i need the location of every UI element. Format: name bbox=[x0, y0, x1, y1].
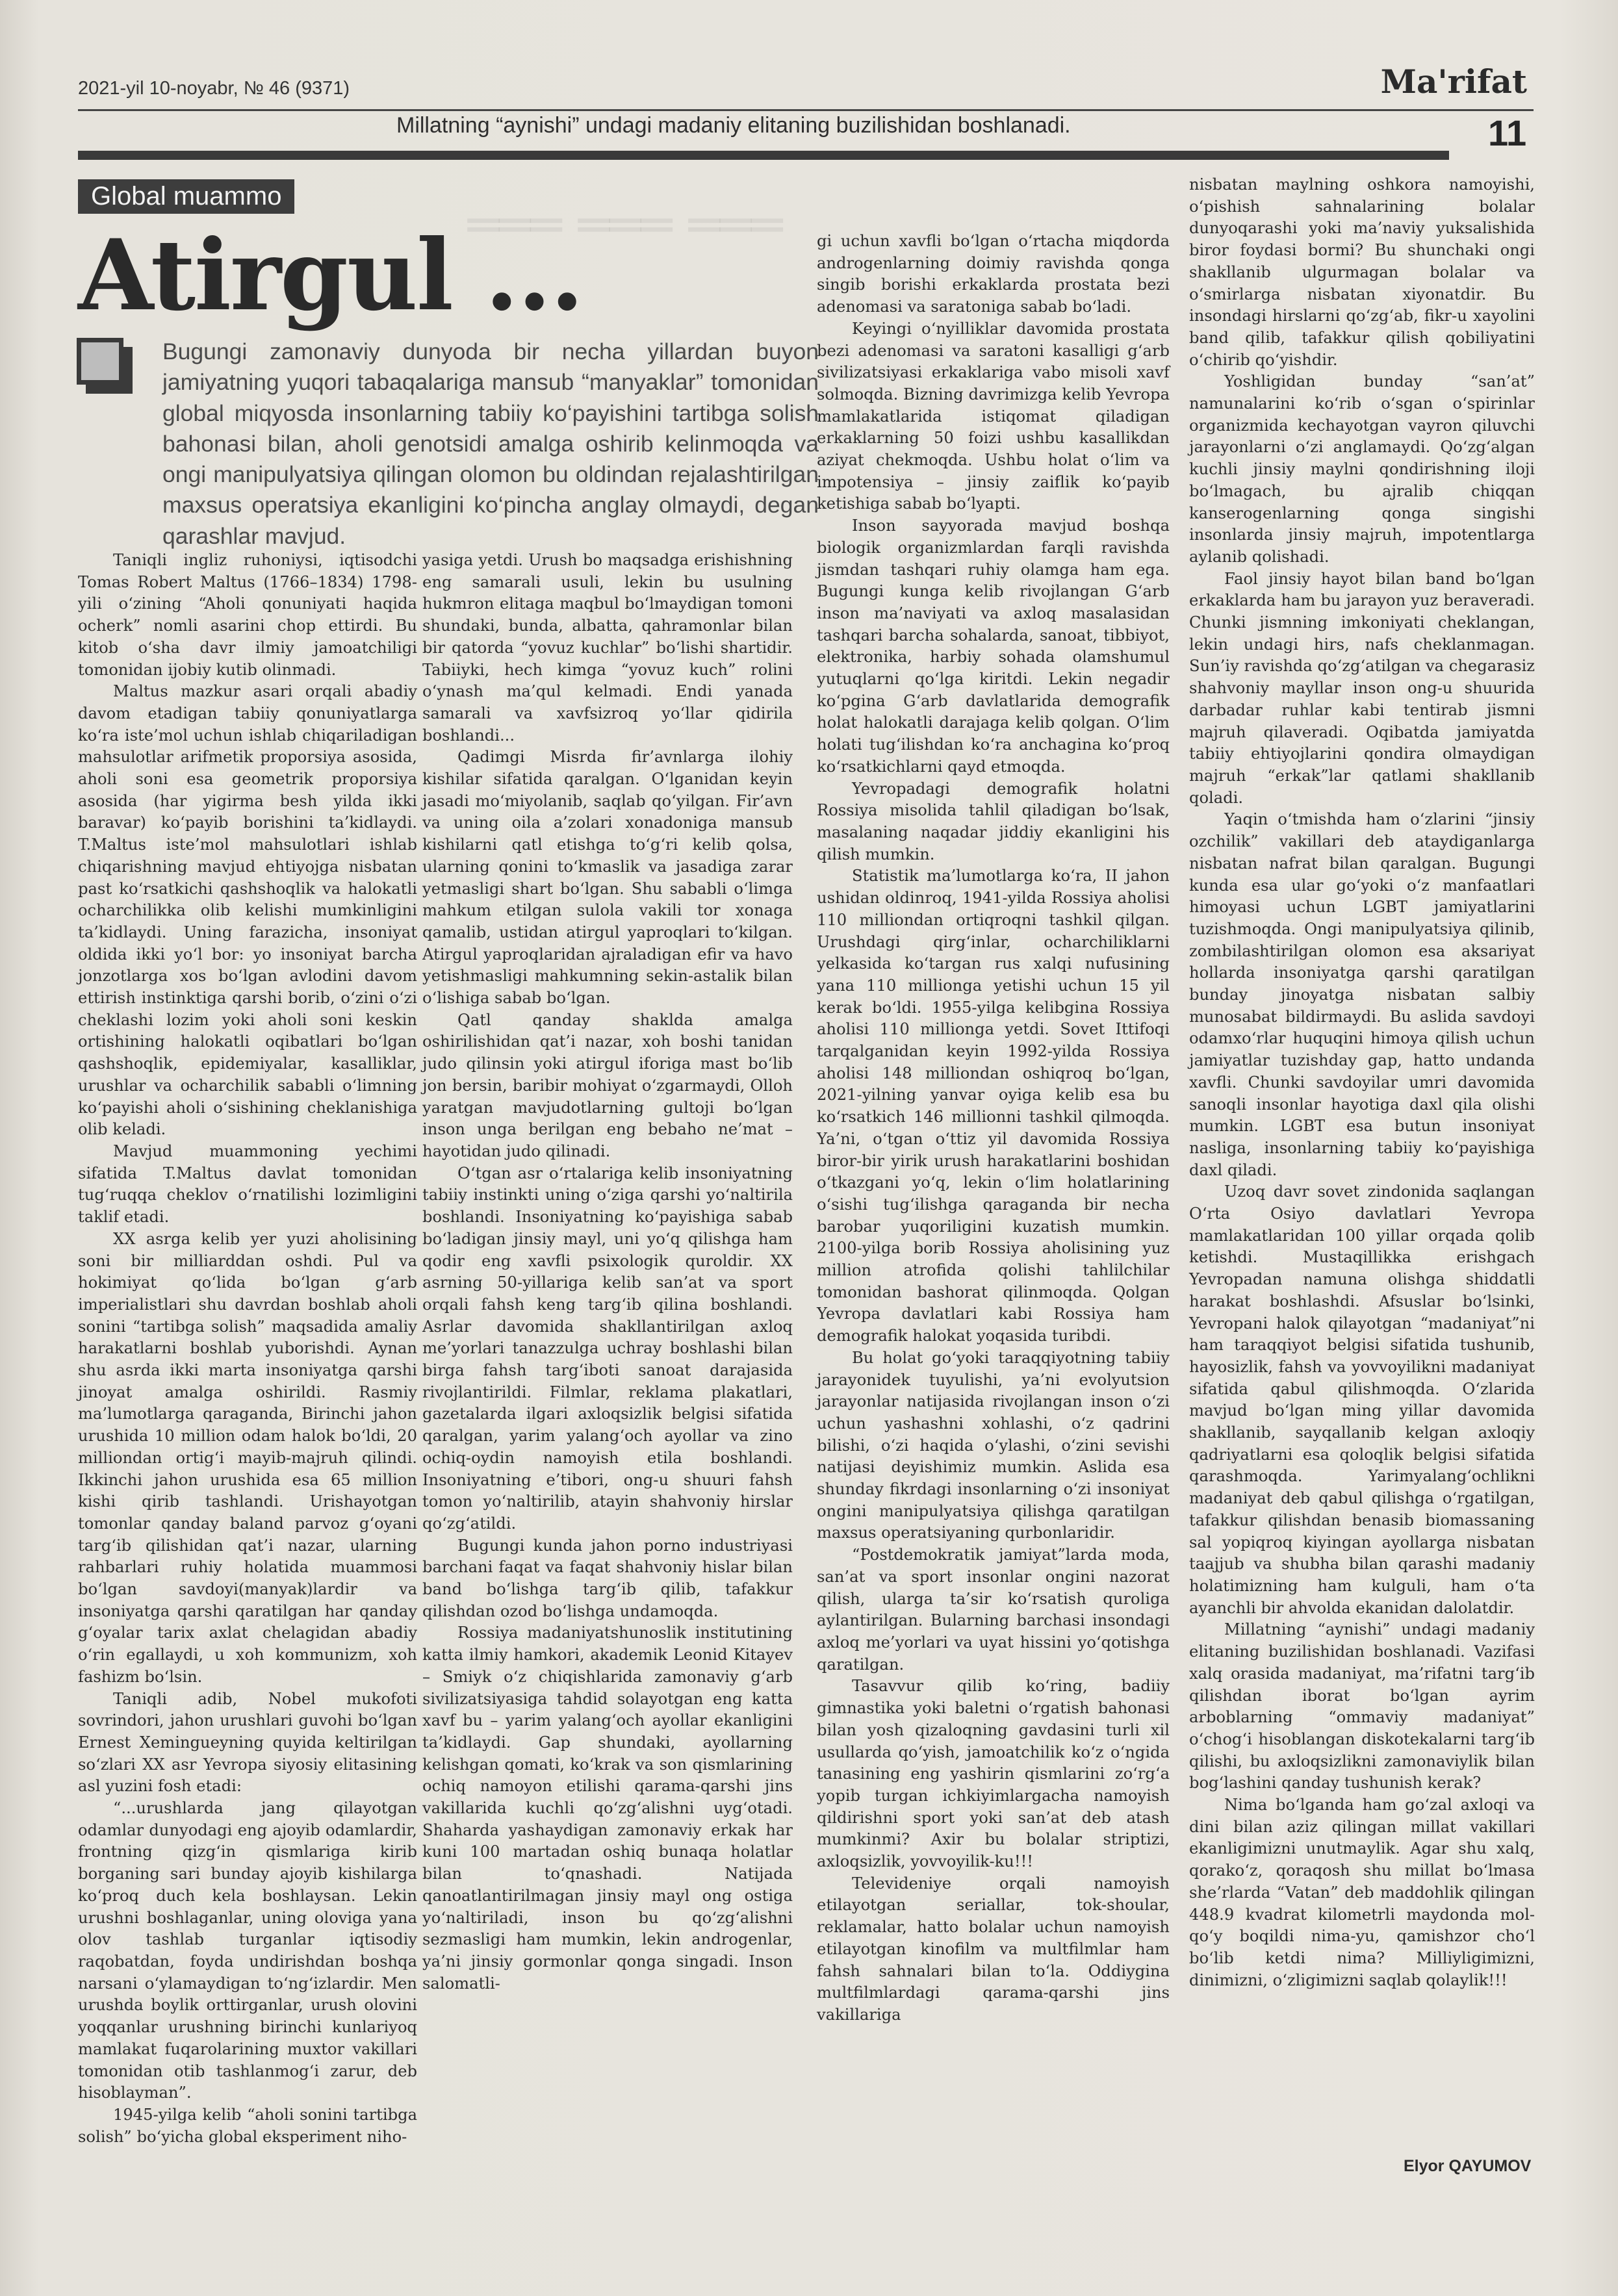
paragraph: Qatl qanday shaklda amalga oshirilishidan qat’i nazar, xoh boshi tanidan judo qilinsin yoki atirgul iforiga mast bo‘lib jon bersin, baribir mohiyat o‘zgarmaydi, Olloh yaratgan mavjudotlarning gultoji bo‘lgan inson unga berilgan eng bebaho ne’mat – hayotidan judo qilinadi. bbox=[422, 1010, 793, 1160]
paragraph: “Postdemokratik jamiyat”larda moda, san’at va sport insonlar ongini nazorat qilish, ularga ta’sir ko‘rsatish quroliga aylantirilgan. Bularning barchasi insondagi axloq me’yorlari va uyat hissini yo‘qotishga qaratilgan. bbox=[817, 1546, 1170, 1674]
article-title: Atirgul ... bbox=[78, 218, 583, 333]
paragraph: Rossiya madaniyatshunoslik institutining katta ilmiy hamkori, akademik Leonid Kitayev – Smiyk o‘z chiqishlarida zamonaviy g‘arb sivilizatsiyasiga tahdid solayotgan eng katta xavf bu – yarim yalang‘och ayollar ekanligini ta’kidlaydi. Gap shundaki, ayollarning kelishgan qomati, ko‘krak va son qismlarining ochiq namoyon etilishi qarama-qarshi jins vakillarida kuchli qo‘zg‘alishni uyg‘otadi. Shaharda yashaydigan zamonaviy erkak har kuni 100 martadan oshiq bunaqa holatlar bilan to‘qnashadi. Natijada qanoatlantirilmagan jinsiy mayl ong ostiga yo‘naltiriladi, inson bu qo‘zg‘alishni sezmasligi ham mumkin, lekin androgenlar, ya’ni jinsiy gormonlar qonga singadi. Inson salomatli- bbox=[422, 1624, 793, 1993]
page-number: 11 bbox=[1488, 112, 1527, 153]
paragraph: 1945-yilga kelib “aholi sonini tartibga solish” bo‘yicha global eksperiment niho- bbox=[78, 2105, 417, 2146]
paragraph: Taniqli ingliz ruhoniysi, iqtisodchi Tomas Robert Maltus (1766–1834) 1798-yili o‘zining “Aholi qonuniyati haqida ocherk” nomli asarini chop ettirdi. Bu kitob o‘sha davr ilmiy jamoatchiligi tomonidan ijobiy kutib olinmadi. bbox=[78, 551, 417, 679]
article-lead: Bugungi zamonaviy dunyoda bir necha yillardan buyon jamiyatning yuqori tabaqalariga mansub “manyaklar” tomonidan global miqyosda insonlarning tabiiy ko‘payishini tartibga solish bahonasi bilan, aholi genotsidi amalga oshirib kelinmoqda va ongi manipulyatsiya qilingan olomon bu oldindan rejalashtirilgan maxsus operatsiya ekanligini ko‘pincha anglay olmaydi, degan qarashlar mavjud. bbox=[162, 338, 819, 549]
paragraph: Millatning “aynishi” undagi madaniy elitaning buzilishidan boshlanadi. Vazifasi xalq orasida madaniyat, ma’rifatni targ‘ib qilishdan iborat bo‘lgan ayrim arboblarning “ommaviy madaniyat” o‘chog‘i hisoblangan diskotekalarni targ‘ib qilishi, bu axloqsizlikni zamonaviylik bilan bog‘lashini qanday tushunish kerak? bbox=[1189, 1620, 1535, 1792]
show-through-print: ═══ ═══ ═══ bbox=[468, 195, 783, 255]
issue-date: 2021-yil 10-noyabr, № 46 (9371) bbox=[78, 78, 350, 99]
rubric-label: Global muammo bbox=[78, 179, 294, 214]
paragraph: yasiga yetdi. Urush bo maqsadga erishishning eng samarali usuli, lekin bu usulning hukmron elitaga maqbul bo‘lmaydigan tomoni shundaki, bunda, albatta, qahramonlar bilan bir qatorda “yovuz kuchlar” bo‘lishi shartidir. Tabiiyki, hech kimga “yovuz kuch” rolini o‘ynash ma’qul kelmadi. Endi yanada samarali va xavfsizroq yo‘llar qidirila boshlandi... bbox=[422, 551, 793, 745]
header-bar bbox=[78, 151, 1449, 160]
paragraph: O‘tgan asr o‘rtalariga kelib insoniyatning tabiiy instinkti uning o‘ziga qarshi yo‘naltirila boshlandi. Insoniyatning ko‘payishiga sabab bo‘ladigan jinsiy mayl, uni yo‘q qilishga ham qodir eng xavfli psixologik quroldir. XX asrning 50-yillariga kelib san’at va sport orqali fahsh keng targ‘ib qilina boshlandi. Asrlar davomida shakllantirilgan axloq me’yorlari tanazzulga uchray boshlashi bilan birga fahsh targ‘iboti sanoat darajasida rivojlantirildi. Filmlar, reklama plakatlari, gazetalarda ilgari axloqsizlik belgisi sifatida qaralgan, yarim yalang‘och ayollar va zino ochiq-oydin namoyish etila boshlandi. Insoniyatning e’tibori, ong-u shuuri fahsh tomon yo‘naltirilib, atayin shahvoniy hirslar qo‘zg‘atildi. bbox=[422, 1164, 793, 1533]
paragraph: Bu holat go‘yoki taraqqiyotning tabiiy jarayonidek tuyulishi, ya’ni evolyutsion jarayonlar natijasida rivojlangan inson o‘zi uchun yashashni xohlashi, o‘z qadrini bilishi, o‘zi haqida o‘ylashi, o‘zini sevishi natijasi deyishimiz mumkin. Aslida esa shunday fikrdagi insonlarning o‘zi insoniyat ongini manipulyatsiya qilishga qaratilgan maxsus operatsiyaning qurbonlaridir. bbox=[817, 1348, 1170, 1542]
paragraph: Nima bo‘lganda ham go‘zal axloqi va dini bilan aziz qilingan millat vakillari ekanligimizni unutmaylik. Agar shu xalq, qorako‘z, qoraqosh shu millat bo‘lmasa she’rlarda “Vatan” deb maddohlik qilingan 448.9 kvadrat kilometrli maydonda mol-qo‘y boqildi nima-yu, qamishzor cho‘l bo‘lib ketdi nima? Milliyligimizni, dinimizni, o‘zligimizni saqlab qolaylik!!! bbox=[1189, 1796, 1535, 1989]
paragraph: Statistik ma’lumotlarga ko‘ra, II jahon ushidan oldinroq, 1941-yilda Rossiya aholisi 110 milliondan ortiqroqni tashkil qilgan. Urushdagi qirg‘inlar, ocharchiliklarni yelkasida ko‘targan rus xalqi nufusining yana 110 millionga yetishi uchun 15 yil kerak bo‘ldi. 1955-yilga kelibgina Rossiya aholisi 110 millionga yetdi. Sovet Ittifoqi tarqalganidan keyin 1992-yilda Rossiya aholisi 148 milliondan oshiqroq bo‘lgan, 2021-yilning yanvar oyiga kelib esa bu ko‘rsatkich 146 millionni tashkil qilmoqda. Ya’ni, o‘tgan o‘ttiz yil davomida Rossiya biror-bir yirik urush harakatlarini boshidan o‘tkazgani yo‘q, lekin o‘lim holatlarining o‘sishi tug‘ilishga qaraganda bir necha barobar yuqoriligini kuzatish mumkin. 2100-yilga borib Rossiya aholisining yuz million atrofida qolishi tahlilchilar tomonidan bashorat qilinmoqda. Qolgan Yevropa davlatlari kabi Rossiya ham demografik halokat yoqasida turibdi. bbox=[817, 867, 1170, 1346]
paragraph: XX asrga kelib yer yuzi aholisining soni bir milliarddan oshdi. Pul va hokimiyat qo‘lida bo‘lgan g‘arb imperialistlari shu davrdan boshlab aholi sonini “tartibga solish” maqsadida amaliy harakatlarni boshlab yuborishdi. Aynan shu asrda ikki marta insoniyatga qarshi jinoyat amalga oshirildi. Rasmiy ma’lumotlarga qaraganda, Birinchi jahon urushida 10 million odam halok bo‘ldi, 20 milliondan ortig‘i mayib-majruh qilindi. Ikkinchi jahon urushida esa 65 million kishi qirib tashlandi. Urishayotgan tomonlar qanday baland parvoz g‘oyani targ‘ib qilishidan qat’i nazar, ularning rahbarlari ruhiy holatida muammosi bo‘lgan savdoyi(manyak)lardir va insoniyatga qarshi qaratilgan har qanday g‘oyalar tarix axlat chelagidan abadiy o‘rin egallaydi, u xoh kommunizm, xoh fashizm bo‘lsin. bbox=[78, 1229, 417, 1686]
article-column-1 bbox=[78, 550, 417, 2148]
paragraph: Uzoq davr sovet zindonida saqlangan O‘rta Osiyo davlatlari Yevropa mamlakatlaridan 100 yillar orqada qolib ketishdi. Mustaqillikka erishgach Yevropadan namuna olishga shiddatli harakat boshlashdi. Afsuslar bo‘lsinki, Yevropani halok qilayotgan “madaniyat”ni ham taraqqiyot belgisi sifatida tushunib, hayosizlik, fahsh va yovvoyilikni madaniyat sifatida qabul qilishmoqda. O‘zlarida mavjud bo‘lgan ming yillar davomida shakllanib, sayqallanib kelgan axloqiy qadriyatlarni esa qoloqlik belgisi sifatida qarashmoqda. Yarimyalang‘ochlikni madaniyat deb qabul qilishga o‘rgatilgan, tafakkur qilishdan benasib biomassaning sal yopiqroq kiyingan ayollarga nisbatan taajjub va shubha bilan qarashi madaniy holatimizning ham kulguli, ham o‘ta ayanchli bir ahvolda ekanidan dalolatdir. bbox=[1189, 1182, 1535, 1617]
header-tagline: Millatning “aynishi” undagi madaniy elitaning buzilishidan boshlanadi. bbox=[396, 113, 1071, 138]
newspaper-logo: Ma'rifat bbox=[1380, 62, 1527, 101]
header-rule bbox=[78, 109, 1534, 111]
paragraph: Bugungi kunda jahon porno industriyasi barchani faqat va faqat shahvoniy hislar bilan band bo‘lishga targ‘ib qilib, tafakkur qilishdan ozod bo‘lishga undamoqda. bbox=[422, 1536, 793, 1620]
paragraph: nisbatan maylning oshkora namoyishi, o‘pishish sahnalarining bolalar dunyoqarashi yoki ma’naviy yuksalishida biror foydasi bormi? Bu shunchaki ongi shakllanib ulgurmagan bolalar va o‘smirlarga nisbatan xiyonatdir. Bu insondagi hirslarni qo‘zg‘ab, fikr-u xayolini band qilib, tafakkur qilish qobiliyatini o‘chirib qo‘yishdir. bbox=[1189, 175, 1535, 369]
paragraph: Yaqin o‘tmishda ham o‘zlarini “jinsiy ozchilik” vakillari deb ataydiganlarga nisbatan nafrat bilan qaralgan. Bugungi kunda esa ular go‘yoki o‘z manfaatlari himoyasi uchun LGBT jamiyatlarini tuzishmoqda. Ongi manipulyatsiya qilinib, zombilashtirilgan olomon esa aksariyat hollarda insoniyatga qarshi qaratilgan bunday jinoyatga nisbatan salbiy munosabat bildirmaydi. Bu aslida savdoyi odamxo‘rlar huquqini himoya qilish uchun jamiyatlar tuzishday gap, hatto undanda xavfli. Chunki savdoyilar umri davomida sanoqli insonlar hayotiga daxl qila olishi mumkin. LGBT esa butun insoniyat nasliga, insonlarning tabiiy ko‘payishiga daxl qiladi. bbox=[1189, 810, 1535, 1179]
paragraph: Inson sayyorada mavjud boshqa biologik organizmlardan farqli ravishda jismdan tashqari ruhiy olamga ham ega. Bugungi kunga kelib rivojlangan G‘arb inson ma’naviyati va axloq masalasidan tashqari barcha sohalarda, sanoat, tibbiyot, elektronika, harbiy sohada olamshumul yutuqlarni qo‘lga kiritdi. Lekin negadir ko‘pgina G‘arb davlatlarida demografik holat halokatli darajaga kelib qolgan. O‘lim holati tug‘ilishdan ko‘ra anchagina ko‘proq ko‘rsatkichlarni qayd etmoqda. bbox=[817, 517, 1170, 776]
article-column-4 bbox=[1189, 174, 1535, 1991]
paragraph: Tasavvur qilib ko‘ring, badiiy gimnastika yoki baletni o‘rgatish bahonasi bilan yosh qizaloqning gavdasini turli xil usullarda qo‘yish, jamoatchilik ko‘z o‘ngida tanasining eng yashirin qismlarini zo‘rg‘a yopib turgan ichkiyimlargacha namoyish qildirishni sport yoki san’at deb atash mumkinmi? Axir bu bolalar striptizi, axloqsizlik, yovvoyilik-ku!!! bbox=[817, 1677, 1170, 1871]
paragraph: Qadimgi Misrda fir’avnlarga ilohiy kishilar sifatida qaralgan. O‘lganidan keyin jasadi mo‘miyolanib, saqlab qo‘yilgan. Fir’avn va uning oila a’zolari xonadoniga mansub kishilarni qatl etishga to‘g‘ri kelib qolsa, ularning qonini to‘kmaslik va jasadiga zarar yetmasligi shart bo‘lgan. Shu sababli o‘limga mahkum etilgan sulola vakili tor xonaga qamalib, ustidan atirgul yaproqlari to‘kilgan. Atirgul yaproqlaridan ajraladigan efir va havo yetishmasligi mahkumning sekin-astalik bilan o‘lishiga sabab bo‘lgan. bbox=[422, 748, 793, 1008]
paragraph: Televideniye orqali namoyish etilayotgan seriallar, tok-shoular, reklamalar, hatto bolalar uchun namoyish etilayotgan kinofilm va multfilmlar ham fahsh sahnalari bilan to‘la. Oddiygina multfilmlardagi qarama-qarshi jins vakillariga bbox=[817, 1874, 1170, 2024]
paragraph: Mavjud muammoning yechimi sifatida T.Maltus davlat tomonidan tug‘ruqqa cheklov o‘rnatilishi lozimligini taklif etadi. bbox=[78, 1142, 417, 1227]
paragraph: Yoshligidan bunday “san’at” namunalarini ko‘rib o‘sgan o‘spirinlar organizmida kechayotgan vayron qiluvchi jarayonlarni o‘zi anglamaydi. Qo‘zg‘algan kuchli jinsiy maylni qondirishning iloji bo‘lmagach, bu ajralib chiqqan kanserogenlarning qonga singishi insonlarda jinsiy majruh, impotentlarga aylanib qolishadi. bbox=[1189, 372, 1535, 566]
paragraph: Keyingi o‘nyilliklar davomida prostata bezi adenomasi va saratoni kasalligi g‘arb sivilizatsiyasi erkaklariga vabo misoli xavf solmoqda. Bizning davrimizga kelib Yevropa mamlakatlarida istiqomat qiladigan erkaklarning 50 foizi ushbu kasallikdan aziyat chekmoqda. Ushbu holat o‘lim va impotensiya – jinsiy zaiflik ko‘payib ketishiga sabab bo‘lyapti. bbox=[817, 319, 1170, 513]
paragraph: Taniqli adib, Nobel mukofoti sovrindori, jahon urushlari guvohi bo‘lgan Ernest Xemingueyning quyida keltirilgan so‘zlari XX asr Yevropa siyosiy elitasining asl yuzini fosh etadi: bbox=[78, 1689, 417, 1796]
paragraph: gi uchun xavfli bo‘lgan o‘rtacha miqdorda androgenlarning doimiy ravishda qonga singib borishi erkaklarda prostata bezi adenomasi va saratoniga sabab bo‘ladi. bbox=[817, 232, 1170, 316]
article-column-2 bbox=[422, 550, 793, 1995]
paragraph: Yevropadagi demografik holatni Rossiya misolida tahlil qiladigan bo‘lsak, masalaning naqadar jiddiy ekanligini his qilish mumkin. bbox=[817, 779, 1170, 863]
paragraph: Maltus mazkur asari orqali abadiy davom etadigan tabiiy qonuniyatlarga ko‘ra iste’mol uchun ishlab chiqariladigan mahsulotlar arifmetik proporsiya asosida, aholi soni esa geometrik proporsiya asosida (har yigirma besh yilda ikki baravar) ko‘payib borishini ta’kidlaydi. T.Maltus iste’mol mahsulotlari ishlab chiqarishning mavjud ehtiyojga nisbatan past ko‘rsatkichi qashshoqlik va halokatli ocharchilikka olib kelishi mumkinligini ta’kidlaydi. Uning farazicha, insoniyat oldida ikki yo‘l bor: yo insoniyat barcha jonzotlarga xos bo‘lgan avlodini davom ettirish instinktiga qarshi borib, o‘zini o‘zi cheklashi lozim yoki aholi soni keskin ortishining halokatli oqibatlari bo‘lgan qashshoqlik, epidemiyalar, kasalliklar, urushlar va ocharchilik sababli o‘limning ko‘payishi aholi o‘sishining cheklanishiga olib keladi. bbox=[78, 682, 417, 1139]
paragraph: Faol jinsiy hayot bilan band bo‘lgan erkaklarda ham bu jarayon yuz beraveradi. Chunki jismning imkoniyati cheklangan, lekin undagi hirs, nafs cheklanmagan. Sun’iy ravishda qo‘zg‘atilgan va chegarasiz shahvoniy mayllar inson ong-u shuurida darbadar ruhlar kabi tentirab jismni majruh qilaveradi. Oqibatda jamiyatda tabiiy ehtiyojlarini qondira olmaydigan majruh “erkak”lar qatlami shakllanib qoladi. bbox=[1189, 569, 1535, 807]
quote-paragraph: “...urushlarda jang qilayotgan odamlar dunyodagi eng ajoyib odamlardir, frontning qizg‘in qismlariga kirib borganing sari bunday ajoyib kishilarga ko‘proq duch kela boshlaysan. Lekin urushni boshlaganlar, uning oloviga yana olov tashlab turganlar iqtisodiy raqobatdan, foyda undirishdan boshqa narsani o‘ylamaydigan to‘ng‘izlardir. Men urushda boylik orttirganlar, urush olovini yoqqanlar urushning birinchi kunlariyoq mamlakat fuqarolarining muxtor vakillari tomonidan otib tashlanmog‘i zarur, deb hisoblayman”. bbox=[78, 1799, 417, 2102]
lead-square-icon bbox=[77, 338, 123, 385]
author-signature: Elyor QAYUMOV bbox=[1404, 2157, 1532, 2175]
article-column-3 bbox=[817, 231, 1170, 2026]
